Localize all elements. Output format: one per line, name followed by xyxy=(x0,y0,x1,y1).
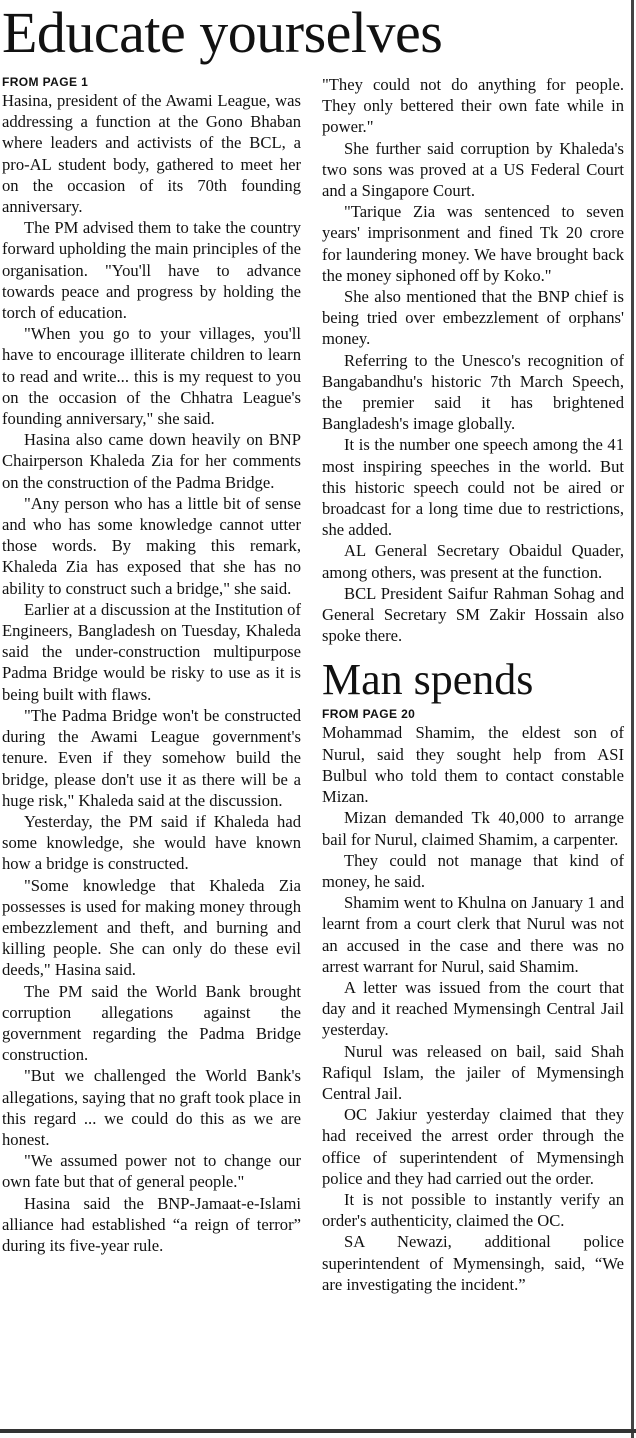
story1-paragraph: Hasina, president of the Awami League, was addressing a function at the Gono Bhaban where leaders and activists of the BCL, a pro-AL student body, gathered to meet her on the occasion of its 70th founding anniversary. xyxy=(2,91,301,217)
story1-paragraph: Yesterday, the PM said if Khaleda had some knowledge, she would have known how a bridge is constructed. xyxy=(2,811,301,874)
story1-kicker: FROM PAGE 1 xyxy=(2,75,89,89)
bottom-border-rule xyxy=(0,1429,636,1433)
story1-paragraph: Hasina also came down heavily on BNP Chairperson Khaleda Zia for her comments on the construction of the Padma Bridge. xyxy=(2,430,301,492)
story1-paragraph: "Some knowledge that Khaleda Zia possesses is used for making money through embezzlement and theft, and burning and killing people. She can only do these evil deeds," Hasina said. xyxy=(2,875,301,980)
story1-paragraph: "The Padma Bridge won't be constructed during the Awami League government's tenure. Even if they somehow build the bridge, please don't use it as there will be a huge risk," Khaleda said at the discussion. xyxy=(2,705,301,810)
story2-paragraph: They could not manage that kind of money, he said. xyxy=(322,850,624,891)
story2-paragraph: OC Jakiur yesterday claimed that they had received the arrest order through the office of superintendent of Mymensingh police and they had carried out the order. xyxy=(322,1105,624,1188)
story1-paragraph: The PM advised them to take the country forward upholding the main principles of the organisation. "You'll have to advance towards peace and progress by holding the torch of education. xyxy=(2,218,301,323)
story1-paragraph: Earlier at a discussion at the Institution of Engineers, Bangladesh on Tuesday, Khaleda said the under-construction multipurpose Padma Bridge would be risky to use as it is being built with flaws. xyxy=(2,599,301,704)
story2-paragraph: A letter was issued from the court that day and it reached Mymensingh Central Jail yesterday. xyxy=(322,977,624,1040)
story1-paragraph: "Any person who has a little bit of sense and who has some knowledge cannot utter those words. By making this remark, Khaleda Zia has exposed that she has no ability to construct such a bridge," she said. xyxy=(2,493,301,598)
right-column xyxy=(322,74,624,1295)
story2-paragraph: Mohammad Shamim, the eldest son of Nurul, said they sought help from ASI Bulbul who told them to contact constable Mizan. xyxy=(322,723,624,807)
story1-paragraph: "They could not do anything for people. They only bettered their own fate while in power." xyxy=(322,75,624,137)
story1-paragraph: She also mentioned that the BNP chief is being tried over embezzlement of orphans' money. xyxy=(322,287,624,349)
story1-paragraph: "But we challenged the World Bank's allegations, saying that no graft took place in this regard ... we could do this as we are honest. xyxy=(2,1066,301,1149)
story1-paragraph: "We assumed power not to change our own fate but that of general people." xyxy=(2,1151,301,1192)
story1-paragraph: It is the number one speech among the 41 most inspiring speeches in the world. But this historic speech could not be aired or broadcast for a long time due to restrictions, she added. xyxy=(322,435,624,540)
right-border-rule xyxy=(631,0,634,1438)
story1-paragraph: "When you go to your villages, you'll have to encourage illiterate children to learn to read and write... this is my request to you on the occasion of the Chhatra League's founding anniversary," she said. xyxy=(2,324,301,429)
story2-paragraph: Shamim went to Khulna on January 1 and learnt from a court clerk that Nurul was not an accused in the case and there was no arrest warrant for Nurul, said Shamim. xyxy=(322,893,624,976)
story1-paragraph: Referring to the Unesco's recognition of Bangabandhu's historic 7th March Speech, the premier said it has brightened Bangladesh's image globally. xyxy=(322,350,624,434)
story2-paragraph: SA Newazi, additional police superintendent of Mymensingh, said, “We are investigating the incident.” xyxy=(322,1232,624,1294)
story2-paragraph: It is not possible to instantly verify an order's authenticity, claimed the OC. xyxy=(322,1189,624,1231)
story2-kicker: FROM PAGE 20 xyxy=(322,707,416,722)
story2-paragraph: Mizan demanded Tk 40,000 to arrange bail for Nurul, claimed Shamim, a carpenter. xyxy=(322,808,624,849)
story1-paragraph: AL General Secretary Obaidul Quader, among others, was present at the function. xyxy=(322,541,624,582)
story2-paragraph: Nurul was released on bail, said Shah Rafiqul Islam, the jailer of Mymensingh Central Jail. xyxy=(322,1041,624,1103)
story1-left-column xyxy=(2,74,301,1256)
story1-paragraph: BCL President Saifur Rahman Sohag and General Secretary SM Zakir Hossain also spoke there. xyxy=(322,583,624,646)
story1-paragraph: Hasina said the BNP-Jamaat-e-Islami alliance had established “a reign of terror” during its five-year rule. xyxy=(2,1193,301,1255)
story1-paragraph: The PM said the World Bank brought corruption allegations against the government regarding the Padma Bridge construction. xyxy=(2,981,301,1065)
story2-headline: Man spends xyxy=(322,655,534,705)
story1-paragraph: "Tarique Zia was sentenced to seven years' imprisonment and fined Tk 20 crore for laundering money. We have brought back the money siphoned off by Koko." xyxy=(322,202,624,285)
story1-paragraph: She further said corruption by Khaleda's two sons was proved at a US Federal Court and a Singapore Court. xyxy=(322,138,624,201)
story1-headline: Educate yourselves xyxy=(2,0,443,65)
